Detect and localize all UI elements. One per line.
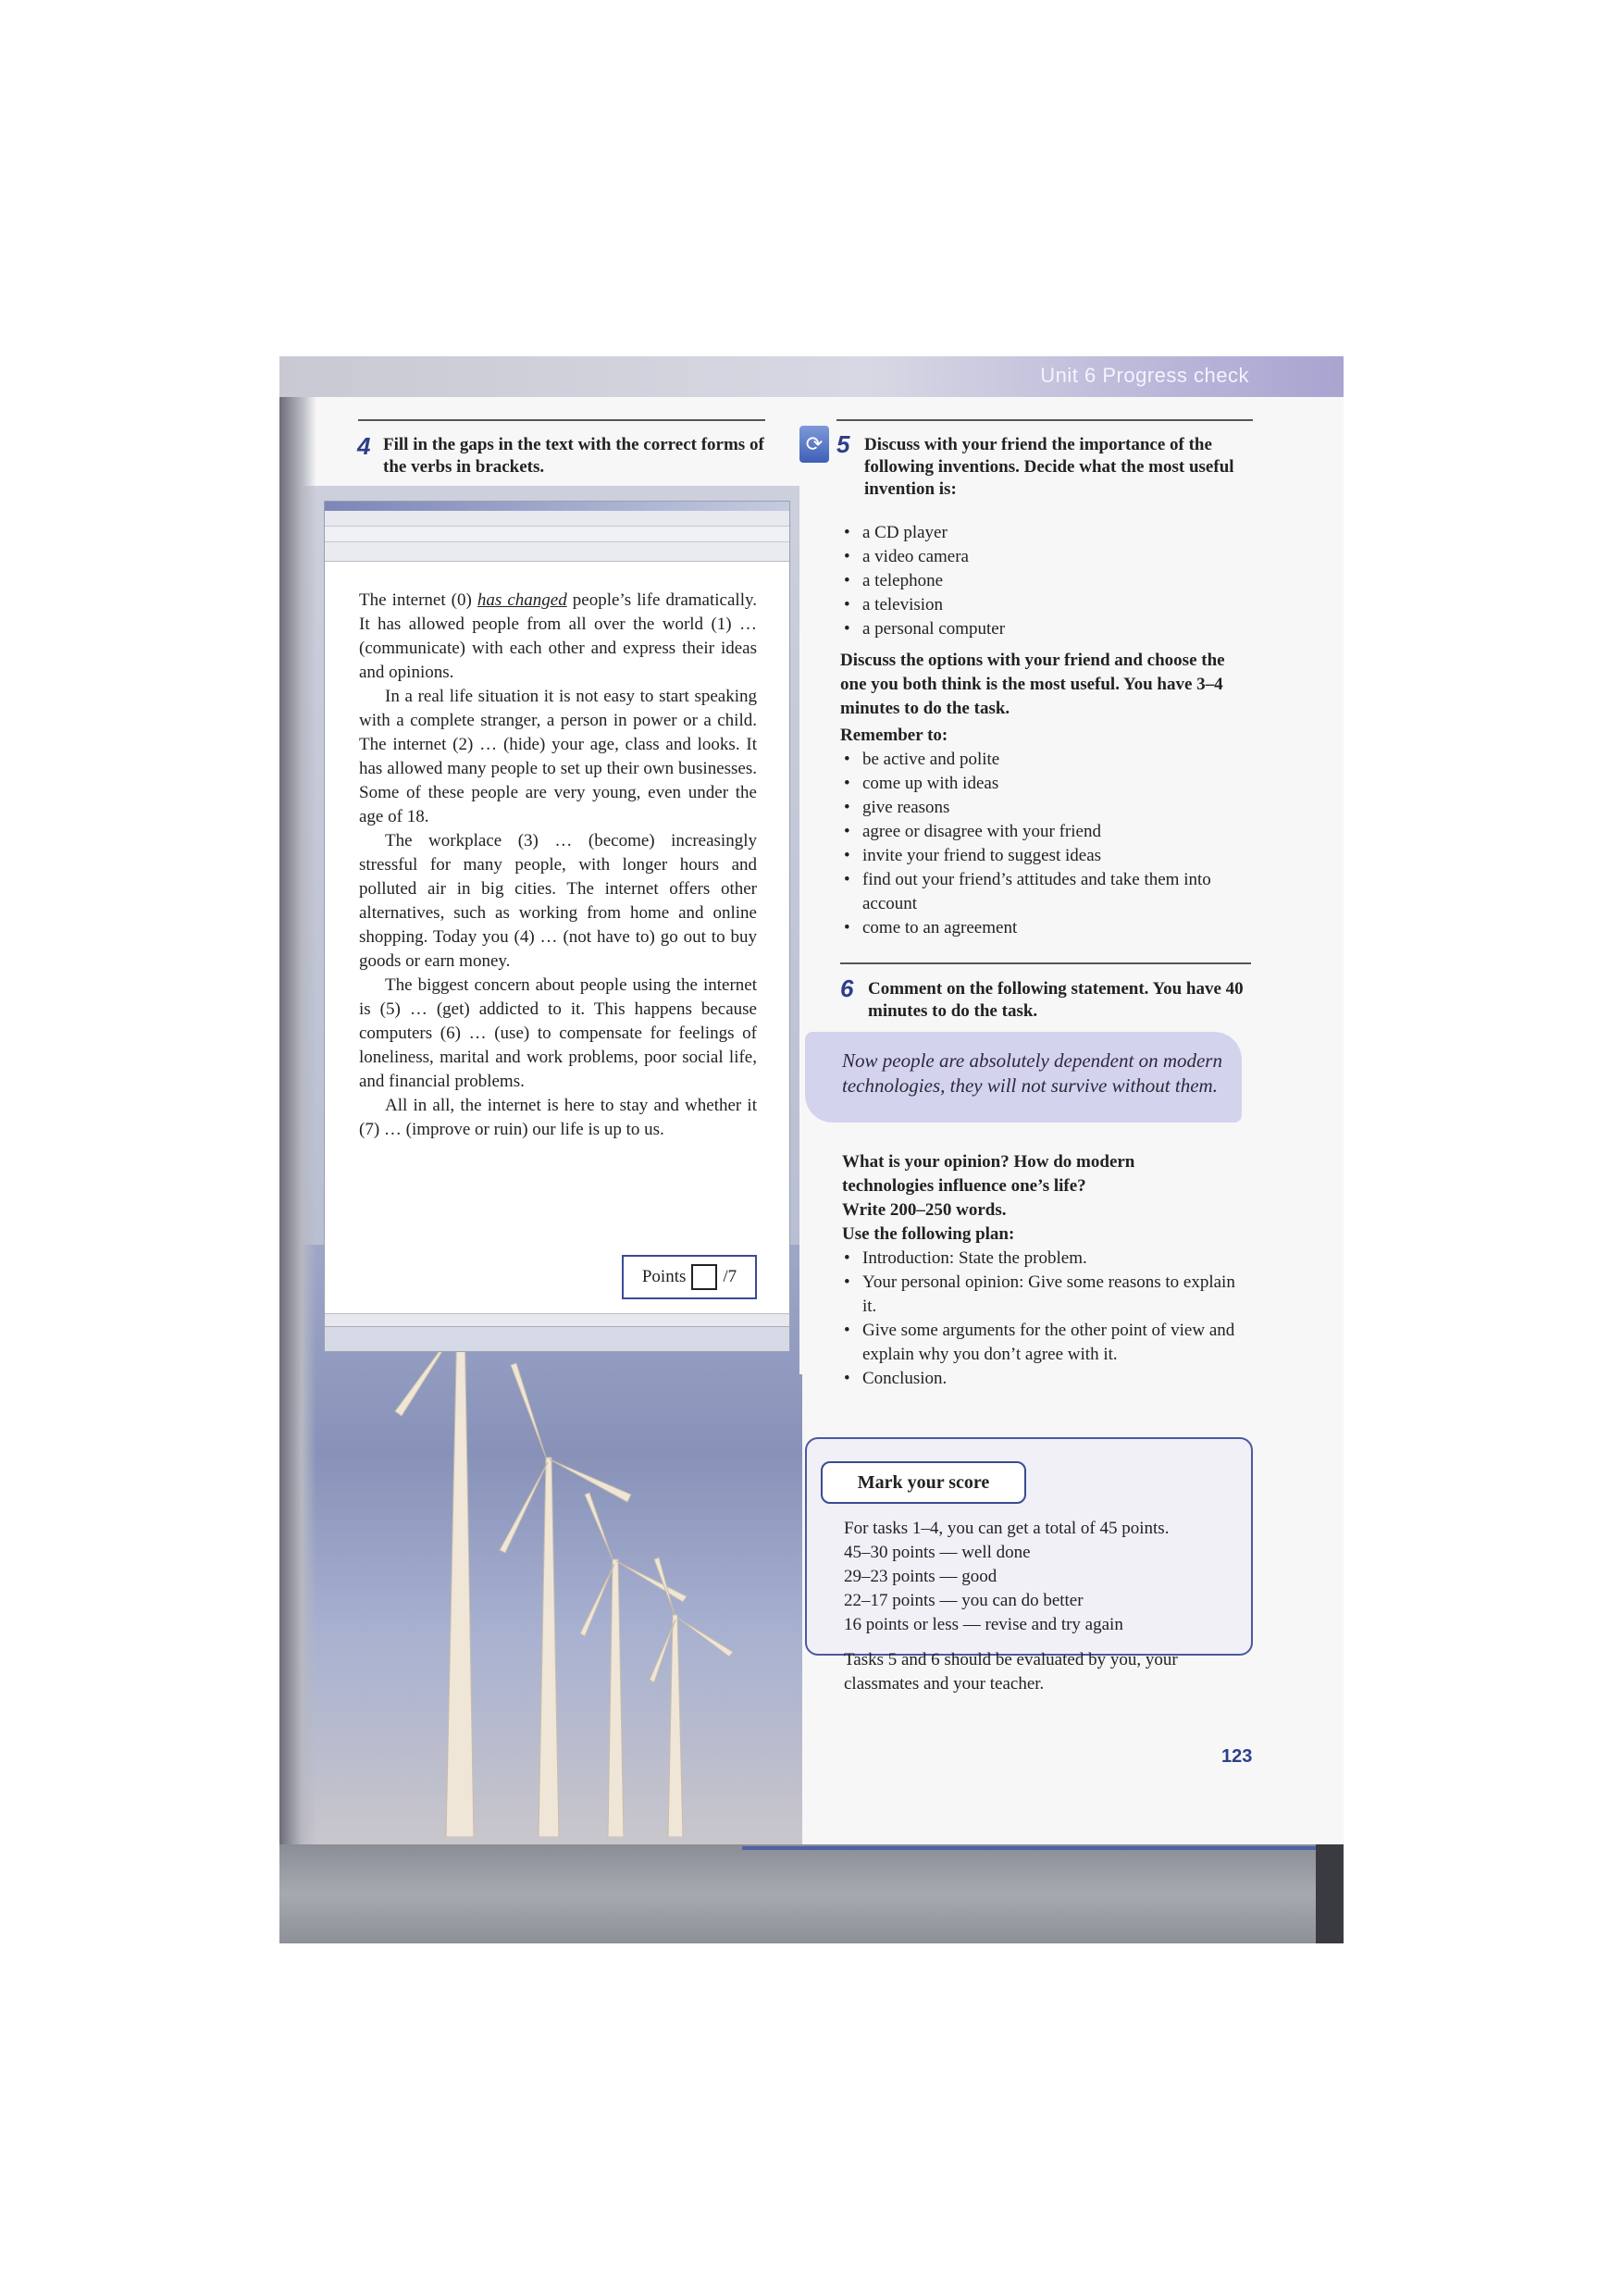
remember-list	[842, 748, 1249, 940]
task4-paragraph-5: All in all, the internet is here to stay and whether it (7) … (improve or ruin) our life is up to us.	[359, 1096, 757, 1139]
task5-number: 5	[836, 430, 850, 458]
bottom-accent-line	[742, 1846, 1344, 1850]
browser-title-bar	[325, 502, 789, 511]
browser-status-bar	[325, 1313, 789, 1327]
list-item: • give reasons	[842, 796, 1249, 820]
points-label: Points	[641, 1267, 687, 1286]
bottom-band	[279, 1844, 1344, 1943]
task6-instruction: Comment on the following statement. You have 40 minutes to do the task.	[868, 979, 1244, 1021]
task4-paragraph-1: The internet (0) has changed people’s life dramatically. It has allowed people from all over the world (1) … (communicate) with each other and express their ideas and opinions.	[359, 590, 757, 682]
task6-question: What is your opinion? How do modern technologies influence one’s life?	[842, 1152, 1135, 1196]
task4-paragraph-3: The workplace (3) … (become) increasingly stressful for many people, with longer hours and polluted air in big cities. The internet offers other alternatives, such as working from home and online shopping. Today you (4) … (not have to) go out to buy goods or earn money.	[359, 831, 757, 971]
points-total: /7	[723, 1267, 737, 1286]
task6-rule	[840, 962, 1251, 964]
wind-turbines-illustration	[390, 1282, 816, 1837]
task4-paragraph-4: The biggest concern about people using the internet is (5) … (get) addicted to it. This happens because computers (6) … (use) to compensate for feelings of loneliness, marital and work problems, poor social life, and financial problems.	[359, 975, 757, 1091]
score-line: 45–30 points — well done	[844, 1543, 1031, 1562]
remember-label: Remember to:	[840, 726, 948, 745]
task4-instruction: Fill in the gaps in the text with the correct forms of the verbs in brackets.	[383, 435, 764, 477]
list-item: • a personal computer	[842, 617, 1240, 641]
score-line: 29–23 points — good	[844, 1567, 997, 1586]
list-item: • come to an agreement	[842, 916, 1249, 940]
score-intro: For tasks 1–4, you can get a total of 45 points.	[844, 1519, 1170, 1538]
browser-menu-bar	[325, 527, 789, 542]
list-item: • a video camera	[842, 545, 1240, 569]
plan-label: Use the following plan:	[842, 1224, 1015, 1244]
textbook-page	[279, 356, 1344, 1943]
header-band	[279, 356, 1344, 397]
task6-word-count: Write 200–250 words.	[842, 1200, 1007, 1220]
list-item: • Your personal opinion: Give some reasons to explain it.	[842, 1271, 1249, 1319]
list-item: • find out your friend’s attitudes and take them into account	[842, 868, 1249, 916]
list-item: • invite your friend to suggest ideas	[842, 844, 1249, 868]
list-item: • Conclusion.	[842, 1367, 1249, 1391]
list-item: • a telephone	[842, 569, 1240, 593]
inventions-list	[842, 521, 1240, 641]
task6-number: 6	[840, 974, 854, 1002]
browser-address-bar	[325, 511, 789, 527]
task6-statement: Now people are absolutely dependent on modern technologies, they will not survive without them.	[842, 1049, 1222, 1097]
page-edge-shadow	[1316, 1844, 1344, 1943]
task4-number: 4	[357, 432, 371, 460]
score-note: Tasks 5 and 6 should be evaluated by you, your classmates and your teacher.	[844, 1650, 1178, 1694]
list-item: • Introduction: State the problem.	[842, 1247, 1249, 1271]
score-line: 22–17 points — you can do better	[844, 1591, 1084, 1610]
page-number: 123	[1221, 1746, 1253, 1767]
score-title: Mark your score	[821, 1461, 1026, 1504]
task4-gapfill-text	[359, 589, 757, 1142]
task4-points-box	[622, 1255, 757, 1299]
task5-rule	[836, 419, 1253, 421]
list-item: • agree or disagree with your friend	[842, 820, 1249, 844]
browser-taskbar	[325, 1326, 789, 1351]
spine-shadow	[279, 356, 316, 1943]
task5-instruction: Discuss with your friend the importance of the following inventions. Decide what the most useful invention is:	[864, 435, 1234, 499]
list-item: • come up with ideas	[842, 772, 1249, 796]
example-answer: has changed	[477, 590, 567, 610]
speaking-icon: ⟳	[799, 426, 829, 463]
browser-toolbar	[325, 542, 789, 562]
task5-discuss: Discuss the options with your friend and choose the one you both think is the most useful. You have 3–4 minutes to do the task.	[840, 651, 1225, 718]
unit-title: Unit 6 Progress check	[1040, 364, 1249, 387]
task4-paragraph-2: In a real life situation it is not easy to start speaking with a complete stranger, a person in power or a child. The internet (2) … (hide) your age, class and looks. It has allowed many people to set up their own businesses. Some of these people are very young, even under the age of 18.	[359, 687, 757, 826]
list-item: • be active and polite	[842, 748, 1249, 772]
list-item: • Give some arguments for the other point of view and explain why you don’t agree with it.	[842, 1319, 1249, 1367]
essay-plan-list	[842, 1247, 1249, 1391]
score-line: 16 points or less — revise and try again	[844, 1615, 1123, 1634]
list-item: • a CD player	[842, 521, 1240, 545]
points-input-square[interactable]	[691, 1264, 717, 1290]
task4-rule	[358, 419, 765, 421]
list-item: • a television	[842, 593, 1240, 617]
